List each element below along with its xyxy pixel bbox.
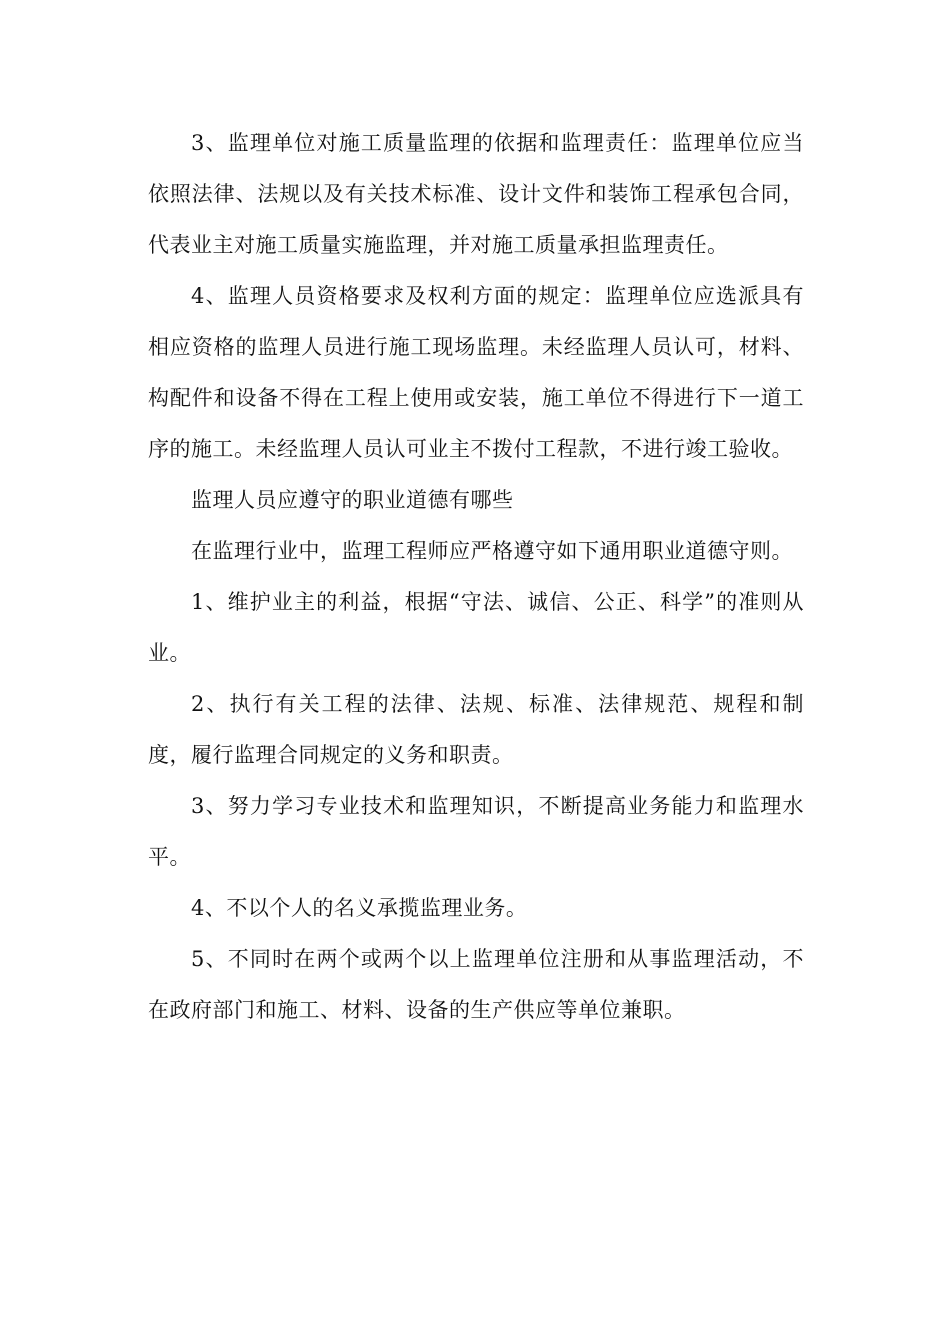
list-item-ethics-5: 5、不同时在两个或两个以上监理单位注册和从事监理活动，不在政府部门和施工、材料、设备的生产供应等单位兼职。 xyxy=(148,947,804,1022)
paragraph-supervision-basis: 3、监理单位对施工质量监理的依据和监理责任：监理单位应当依照法律、法规以及有关技术标准、设计文件和装饰工程承包合同，代表业主对施工质量实施监理，并对施工质量承担监理责任。 xyxy=(148,131,804,257)
list-item-ethics-4: 4、不以个人的名义承揽监理业务。 xyxy=(191,896,528,920)
paragraph-ethics-intro: 在监理行业中，监理工程师应严格遵守如下通用职业道德守则。 xyxy=(191,539,793,563)
list-item-ethics-3: 3、努力学习专业技术和监理知识，不断提高业务能力和监理水平。 xyxy=(148,794,804,869)
paragraph-personnel-qualification: 4、监理人员资格要求及权利方面的规定：监理单位应选派具有相应资格的监理人员进行施工现场监理。未经监理人员认可，材料、构配件和设备不得在工程上使用或安装，施工单位不得进行下一道工序的施工。未经监理人员认可业主不拨付工程款，不进行竣工验收。 xyxy=(148,284,804,461)
document-page xyxy=(148,118,804,1036)
section-heading-professional-ethics: 监理人员应遵守的职业道德有哪些 xyxy=(191,488,514,512)
list-item-ethics-1: 1、维护业主的利益，根据“守法、诚信、公正、科学”的准则从业。 xyxy=(148,590,804,665)
list-item-ethics-2: 2、执行有关工程的法律、法规、标准、法律规范、规程和制度，履行监理合同规定的义务和职责。 xyxy=(148,692,804,767)
